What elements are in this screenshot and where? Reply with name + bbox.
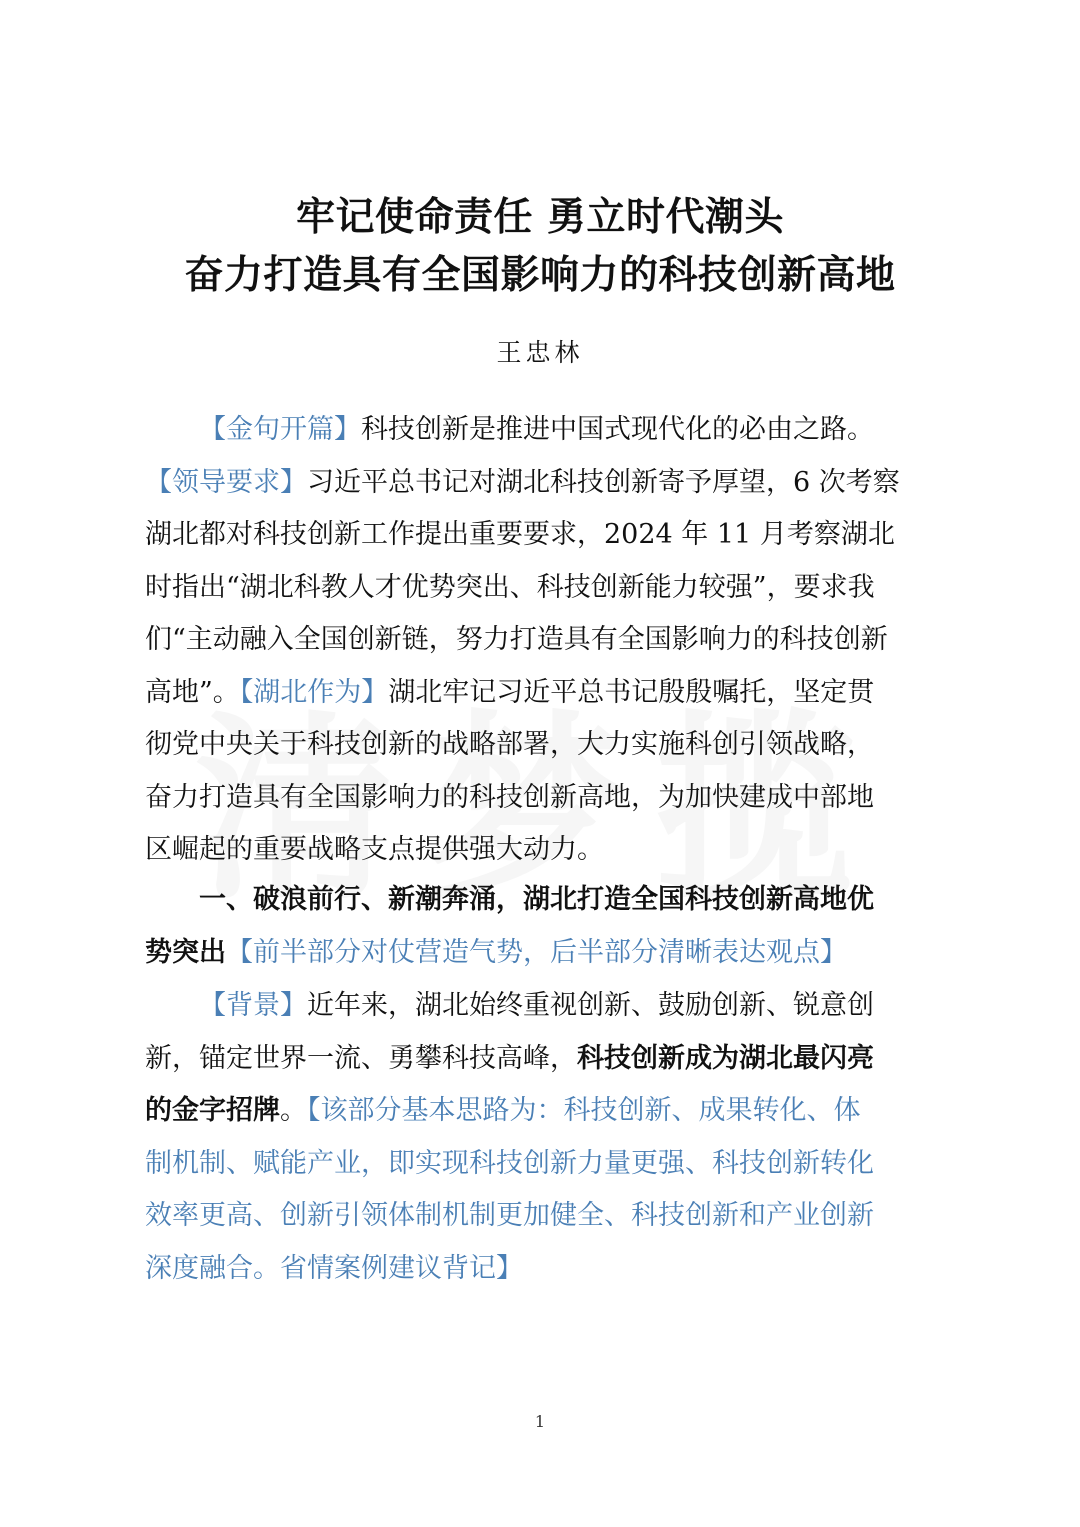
heading-text: 势突出 <box>145 936 226 968</box>
annotation-note: 【湖北作为】 <box>239 676 389 708</box>
emphasis-text: 科技创新成为湖北最闪亮 <box>577 1042 874 1074</box>
paragraph-line <box>145 667 935 720</box>
text-span: 新，锚定世界一流、勇攀科技高峰， <box>145 1042 577 1074</box>
emphasis-text: 的金字招牌 <box>145 1095 280 1126</box>
text-span: 近年来，湖北始终重视创新、鼓励创新、锐意创 <box>307 990 874 1021</box>
paragraph-line <box>145 404 935 457</box>
paragraph-line: 奋力打造具有全国影响力的科技创新高地，为加快建成中部地 <box>145 781 874 813</box>
heading-line <box>145 927 935 980</box>
annotation-note: 【领导要求】 <box>145 466 307 498</box>
annotation-note: 【前半部分对仗营造气势，后半部分清晰表达观点】 <box>226 936 847 968</box>
title-line-2: 奋力打造具有全国影响力的科技创新高地 <box>184 253 896 298</box>
text-span: 高地”。 <box>145 676 240 708</box>
author: 王忠林 <box>496 338 584 367</box>
paragraph-line: 时指出“湖北科教人才优势突出、科技创新能力较强”，要求我 <box>145 571 875 603</box>
annotation-note: 制机制、赋能产业，即实现科技创新力量更强、科技创新转化 <box>145 1147 874 1179</box>
paragraph-line: 湖北都对科技创新工作提出重要要求，2024 年 11 月考察湖北 <box>145 519 895 550</box>
paragraph-background <box>145 980 935 1295</box>
paragraph-line: 彻党中央关于科技创新的战略部署，大力实施科创引领战略， <box>145 729 874 760</box>
annotation-note: 效率更高、创新引领体制机制更加健全、科技创新和产业创新 <box>145 1200 874 1231</box>
paragraph-line: 区崛起的重要战略支点提供强大动力。 <box>145 834 604 865</box>
text-span: 湖北牢记习近平总书记殷殷嘱托，坚定贯 <box>388 676 875 708</box>
annotation-note: 【背景】 <box>199 990 307 1021</box>
heading-line: 一、破浪前行、新潮奔涌，湖北打造全国科技创新高地优 <box>199 884 874 915</box>
paragraph-line <box>145 457 935 510</box>
text-span: 。 <box>280 1095 307 1126</box>
annotation-note: 【该部分基本思路为：科技创新、成果转化、体 <box>307 1095 861 1126</box>
paragraph-line <box>145 1085 935 1138</box>
text-span: 科技创新是推进中国式现代化的必由之路。 <box>361 414 874 445</box>
paragraph-intro <box>145 404 935 877</box>
section-heading-1 <box>145 874 935 979</box>
paragraph-line <box>145 980 935 1033</box>
text-span: 习近平总书记对湖北科技创新寄予厚望，6 次考察 <box>307 466 900 498</box>
annotation-note: 深度融合。省情案例建议背记】 <box>145 1252 523 1284</box>
paragraph-line: 们“主动融入全国创新链，努力打造具有全国影响力的科技创新 <box>145 624 888 655</box>
annotation-note: 【金句开篇】 <box>199 414 361 445</box>
page-number: 1 <box>534 1412 546 1431</box>
title-line-1: 牢记使命责任 勇立时代潮头 <box>295 195 785 240</box>
paragraph-line <box>145 1033 935 1086</box>
